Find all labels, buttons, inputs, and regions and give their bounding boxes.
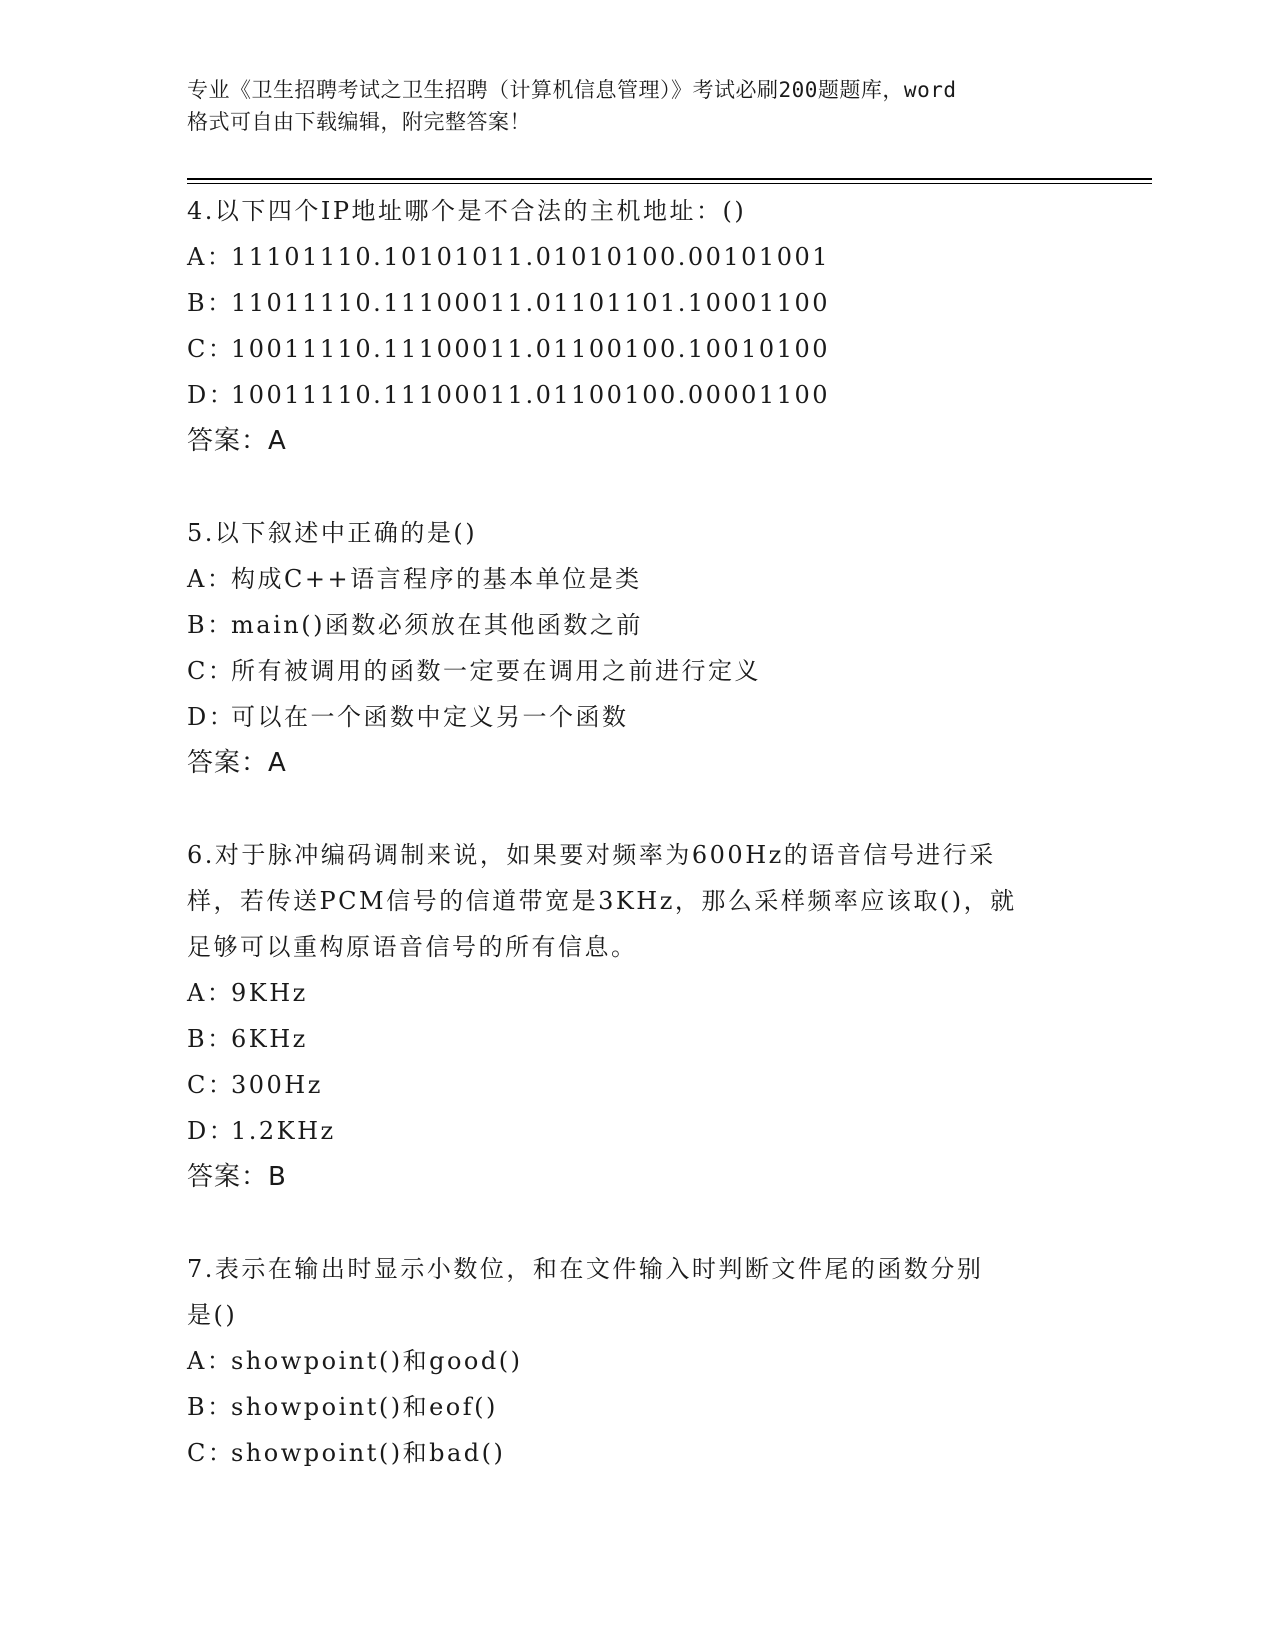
option-key: B： [187, 611, 234, 639]
answer-line: 答案：A [187, 748, 287, 778]
option-key: C： [187, 335, 235, 363]
question-stem-line: 是() [187, 1301, 238, 1329]
option-b [187, 280, 1087, 326]
option-text: 300Hz [231, 1071, 323, 1099]
option-text: showpoint()和good() [231, 1347, 523, 1375]
option-c [187, 648, 1087, 694]
answer-line: 答案：B [187, 1162, 287, 1192]
option-key: A： [187, 1347, 234, 1375]
option-b [187, 602, 1087, 648]
question-stem-line: 6.对于脉冲编码调制来说，如果要对频率为600Hz的语音信号进行采 [187, 841, 996, 869]
option-a [187, 970, 1087, 1016]
option-key: C： [187, 1071, 235, 1099]
option-a [187, 234, 1087, 280]
option-text: showpoint()和eof() [231, 1393, 498, 1421]
header-line-2: 格式可自由下载编辑，附完整答案！ [187, 110, 531, 134]
document-header [187, 74, 1087, 138]
question-stem [187, 1246, 1087, 1338]
option-text: 可以在一个函数中定义另一个函数 [231, 703, 629, 731]
question-6 [187, 832, 1087, 1200]
question-stem-line: 7.表示在输出时显示小数位，和在文件输入时判断文件尾的函数分别 [187, 1255, 984, 1283]
option-b [187, 1384, 1087, 1430]
option-a [187, 556, 1087, 602]
option-text: 9KHz [231, 979, 308, 1007]
answer-line: 答案：A [187, 426, 287, 456]
option-text: 11101110.10101011.01010100.00101001 [231, 243, 831, 271]
option-key: A： [187, 565, 234, 593]
option-key: D： [187, 381, 236, 409]
option-key: C： [187, 1439, 235, 1467]
question-stem [187, 188, 1087, 234]
question-stem-line: 样，若传送PCM信号的信道带宽是3KHz，那么采样频率应该取()，就 [187, 887, 1017, 915]
question-7 [187, 1246, 1087, 1476]
option-text: 构成C++语言程序的基本单位是类 [231, 565, 642, 593]
option-key: B： [187, 289, 234, 317]
option-text: 10011110.11100011.01100100.10010100 [231, 335, 831, 363]
option-c [187, 1430, 1087, 1476]
option-key: B： [187, 1025, 234, 1053]
option-text: 11011110.11100011.01101101.10001100 [231, 289, 831, 317]
option-key: A： [187, 243, 234, 271]
question-stem-line: 5.以下叙述中正确的是() [187, 519, 478, 547]
option-c [187, 1062, 1087, 1108]
question-5 [187, 510, 1087, 786]
option-d [187, 1108, 1087, 1154]
option-key: D： [187, 1117, 236, 1145]
question-stem [187, 510, 1087, 556]
option-key: C： [187, 657, 235, 685]
question-stem-line: 4.以下四个IP地址哪个是不合法的主机地址：() [187, 197, 747, 225]
header-divider-thin [187, 183, 1152, 184]
option-d [187, 372, 1087, 418]
question-stem [187, 832, 1087, 970]
header-divider-thick [187, 178, 1152, 180]
option-key: A： [187, 979, 234, 1007]
option-c [187, 326, 1087, 372]
option-a [187, 1338, 1087, 1384]
option-text: 所有被调用的函数一定要在调用之前进行定义 [231, 657, 761, 685]
option-text: 10011110.11100011.01100100.00001100 [231, 381, 831, 409]
option-text: 6KHz [231, 1025, 308, 1053]
option-text: showpoint()和bad() [231, 1439, 506, 1467]
question-stem-line: 足够可以重构原语音信号的所有信息。 [187, 933, 638, 961]
option-key: D： [187, 703, 236, 731]
option-text: 1.2KHz [231, 1117, 336, 1145]
option-key: B： [187, 1393, 234, 1421]
header-line-1: 专业《卫生招聘考试之卫生招聘（计算机信息管理）》考试必刷200题题库，word [187, 78, 957, 102]
question-4 [187, 188, 1087, 464]
question-list [187, 188, 1087, 1522]
option-d [187, 694, 1087, 740]
option-text: main()函数必须放在其他函数之前 [231, 611, 643, 639]
option-b [187, 1016, 1087, 1062]
